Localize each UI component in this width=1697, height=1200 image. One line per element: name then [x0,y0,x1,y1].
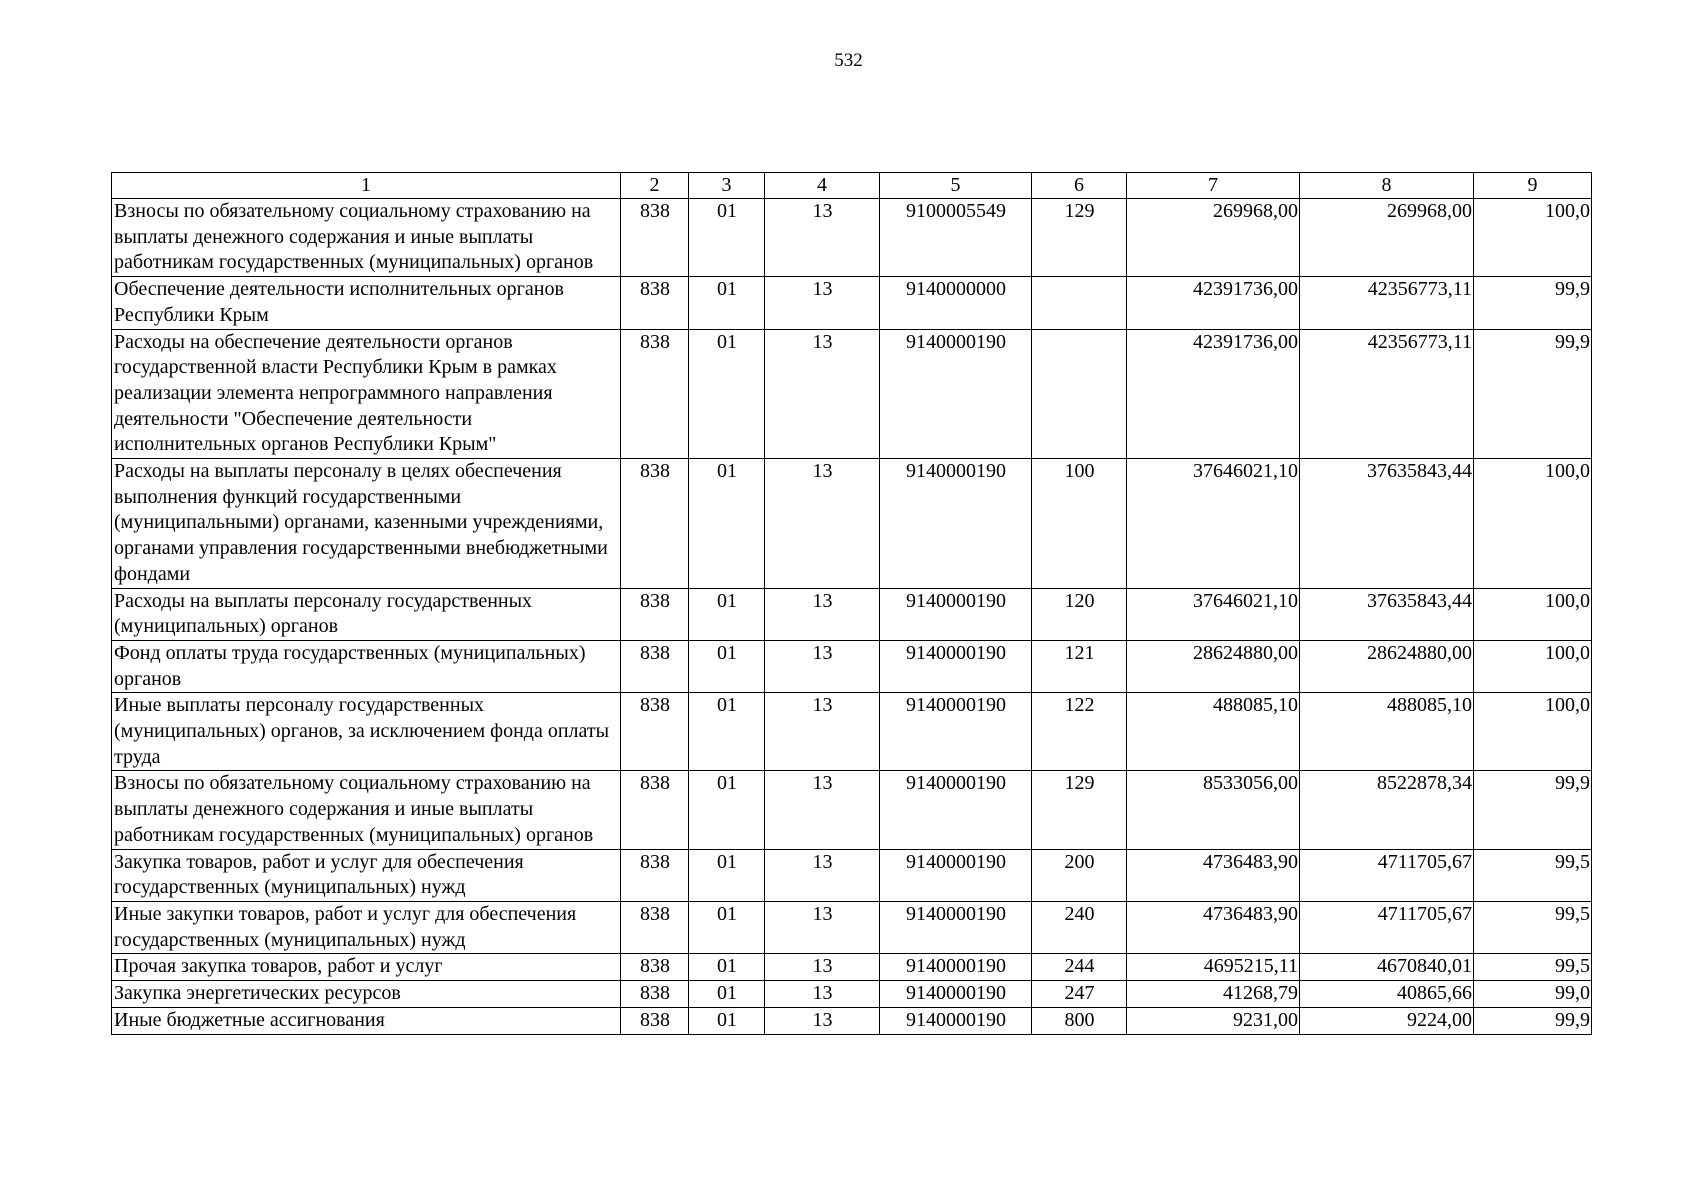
item-name: Фонд оплаты труда государственных (муниципальных) органов [112,640,621,692]
target-article-code: 9140000190 [880,329,1032,459]
item-name: Обеспечение деятельности исполнительных органов Республики Крым [112,277,621,329]
subsection-code: 13 [765,981,880,1008]
execution-percent: 99,9 [1474,277,1592,329]
ministry-code: 838 [621,640,689,692]
section-code: 01 [689,640,765,692]
table-row [112,640,1592,692]
header-cell: 6 [1032,173,1127,199]
target-article-code: 9140000000 [880,277,1032,329]
section-code: 01 [689,329,765,459]
header-cell: 5 [880,173,1032,199]
section-code: 01 [689,981,765,1008]
execution-percent: 100,0 [1474,693,1592,771]
executed-amount: 37635843,44 [1300,588,1474,640]
subsection-code: 13 [765,199,880,277]
planned-amount: 37646021,10 [1127,588,1300,640]
section-code: 01 [689,954,765,981]
target-article-code: 9140000190 [880,588,1032,640]
item-name: Закупка товаров, работ и услуг для обеспечения государственных (муниципальных) нужд [112,849,621,901]
item-name: Иные закупки товаров, работ и услуг для обеспечения государственных (муниципальных) нужд [112,901,621,953]
expense-type-code: 800 [1032,1007,1127,1034]
subsection-code: 13 [765,329,880,459]
expense-type-code: 120 [1032,588,1127,640]
planned-amount: 37646021,10 [1127,459,1300,589]
table-row [112,693,1592,771]
target-article-code: 9140000190 [880,954,1032,981]
item-name: Закупка энергетических ресурсов [112,981,621,1008]
subsection-code: 13 [765,849,880,901]
executed-amount: 42356773,11 [1300,277,1474,329]
planned-amount: 42391736,00 [1127,329,1300,459]
expense-type-code [1032,329,1127,459]
target-article-code: 9140000190 [880,771,1032,849]
planned-amount: 42391736,00 [1127,277,1300,329]
section-code: 01 [689,1007,765,1034]
table-row [112,277,1592,329]
execution-percent: 99,5 [1474,849,1592,901]
section-code: 01 [689,901,765,953]
ministry-code: 838 [621,693,689,771]
target-article-code: 9140000190 [880,849,1032,901]
target-article-code: 9100005549 [880,199,1032,277]
ministry-code: 838 [621,329,689,459]
section-code: 01 [689,199,765,277]
section-code: 01 [689,277,765,329]
header-row [112,173,1592,199]
section-code: 01 [689,459,765,589]
execution-percent: 99,9 [1474,329,1592,459]
planned-amount: 488085,10 [1127,693,1300,771]
ministry-code: 838 [621,459,689,589]
execution-percent: 99,0 [1474,981,1592,1008]
executed-amount: 28624880,00 [1300,640,1474,692]
item-name: Расходы на выплаты персоналу государственных (муниципальных) органов [112,588,621,640]
item-name: Взносы по обязательному социальному страхованию на выплаты денежного содержания и иные выплаты работникам государственных (муниципальных) органов [112,199,621,277]
item-name: Иные бюджетные ассигнования [112,1007,621,1034]
table-row [112,981,1592,1008]
item-name: Иные выплаты персоналу государственных (муниципальных) органов, за исключением фонда оплаты труда [112,693,621,771]
table-row [112,901,1592,953]
execution-percent: 99,9 [1474,1007,1592,1034]
executed-amount: 42356773,11 [1300,329,1474,459]
header-cell: 3 [689,173,765,199]
subsection-code: 13 [765,277,880,329]
budget-table [111,172,1592,1035]
subsection-code: 13 [765,1007,880,1034]
header-cell: 9 [1474,173,1592,199]
executed-amount: 4711705,67 [1300,849,1474,901]
executed-amount: 8522878,34 [1300,771,1474,849]
target-article-code: 9140000190 [880,693,1032,771]
expense-type-code: 129 [1032,199,1127,277]
expense-type-code [1032,277,1127,329]
execution-percent: 99,9 [1474,771,1592,849]
expense-type-code: 244 [1032,954,1127,981]
executed-amount: 269968,00 [1300,199,1474,277]
target-article-code: 9140000190 [880,901,1032,953]
execution-percent: 99,5 [1474,901,1592,953]
item-name: Взносы по обязательному социальному страхованию на выплаты денежного содержания и иные выплаты работникам государственных (муниципальных) органов [112,771,621,849]
table-row [112,849,1592,901]
executed-amount: 9224,00 [1300,1007,1474,1034]
expense-type-code: 121 [1032,640,1127,692]
item-name: Расходы на выплаты персоналу в целях обеспечения выполнения функций государственными (муниципальными) органами, казенными учреждениями, органами управления государственными внебюджетными фондами [112,459,621,589]
table-row [112,1007,1592,1034]
executed-amount: 4711705,67 [1300,901,1474,953]
executed-amount: 37635843,44 [1300,459,1474,589]
planned-amount: 269968,00 [1127,199,1300,277]
section-code: 01 [689,588,765,640]
target-article-code: 9140000190 [880,640,1032,692]
ministry-code: 838 [621,901,689,953]
header-cell: 1 [112,173,621,199]
subsection-code: 13 [765,640,880,692]
expense-type-code: 129 [1032,771,1127,849]
executed-amount: 488085,10 [1300,693,1474,771]
planned-amount: 8533056,00 [1127,771,1300,849]
ministry-code: 838 [621,277,689,329]
subsection-code: 13 [765,771,880,849]
header-cell: 8 [1300,173,1474,199]
execution-percent: 100,0 [1474,459,1592,589]
table-row [112,199,1592,277]
page-number: 532 [834,50,863,71]
expense-type-code: 122 [1032,693,1127,771]
executed-amount: 40865,66 [1300,981,1474,1008]
ministry-code: 838 [621,1007,689,1034]
ministry-code: 838 [621,199,689,277]
section-code: 01 [689,849,765,901]
executed-amount: 4670840,01 [1300,954,1474,981]
expense-type-code: 240 [1032,901,1127,953]
planned-amount: 4736483,90 [1127,901,1300,953]
planned-amount: 28624880,00 [1127,640,1300,692]
table-row [112,459,1592,589]
target-article-code: 9140000190 [880,1007,1032,1034]
table-row [112,771,1592,849]
planned-amount: 9231,00 [1127,1007,1300,1034]
target-article-code: 9140000190 [880,981,1032,1008]
table-row [112,588,1592,640]
subsection-code: 13 [765,901,880,953]
expense-type-code: 100 [1032,459,1127,589]
header-cell: 2 [621,173,689,199]
subsection-code: 13 [765,588,880,640]
section-code: 01 [689,693,765,771]
execution-percent: 100,0 [1474,199,1592,277]
ministry-code: 838 [621,849,689,901]
section-code: 01 [689,771,765,849]
table-row [112,329,1592,459]
table-row [112,954,1592,981]
target-article-code: 9140000190 [880,459,1032,589]
item-name: Расходы на обеспечение деятельности органов государственной власти Республики Крым в рамках реализации элемента непрограммного направления деятельности "Обеспечение деятельности исполнительных органов Республики Крым" [112,329,621,459]
execution-percent: 100,0 [1474,588,1592,640]
ministry-code: 838 [621,588,689,640]
header-cell: 4 [765,173,880,199]
item-name: Прочая закупка товаров, работ и услуг [112,954,621,981]
header-cell: 7 [1127,173,1300,199]
execution-percent: 100,0 [1474,640,1592,692]
subsection-code: 13 [765,693,880,771]
execution-percent: 99,5 [1474,954,1592,981]
ministry-code: 838 [621,954,689,981]
planned-amount: 41268,79 [1127,981,1300,1008]
ministry-code: 838 [621,981,689,1008]
subsection-code: 13 [765,459,880,589]
subsection-code: 13 [765,954,880,981]
ministry-code: 838 [621,771,689,849]
expense-type-code: 247 [1032,981,1127,1008]
expense-type-code: 200 [1032,849,1127,901]
planned-amount: 4736483,90 [1127,849,1300,901]
planned-amount: 4695215,11 [1127,954,1300,981]
